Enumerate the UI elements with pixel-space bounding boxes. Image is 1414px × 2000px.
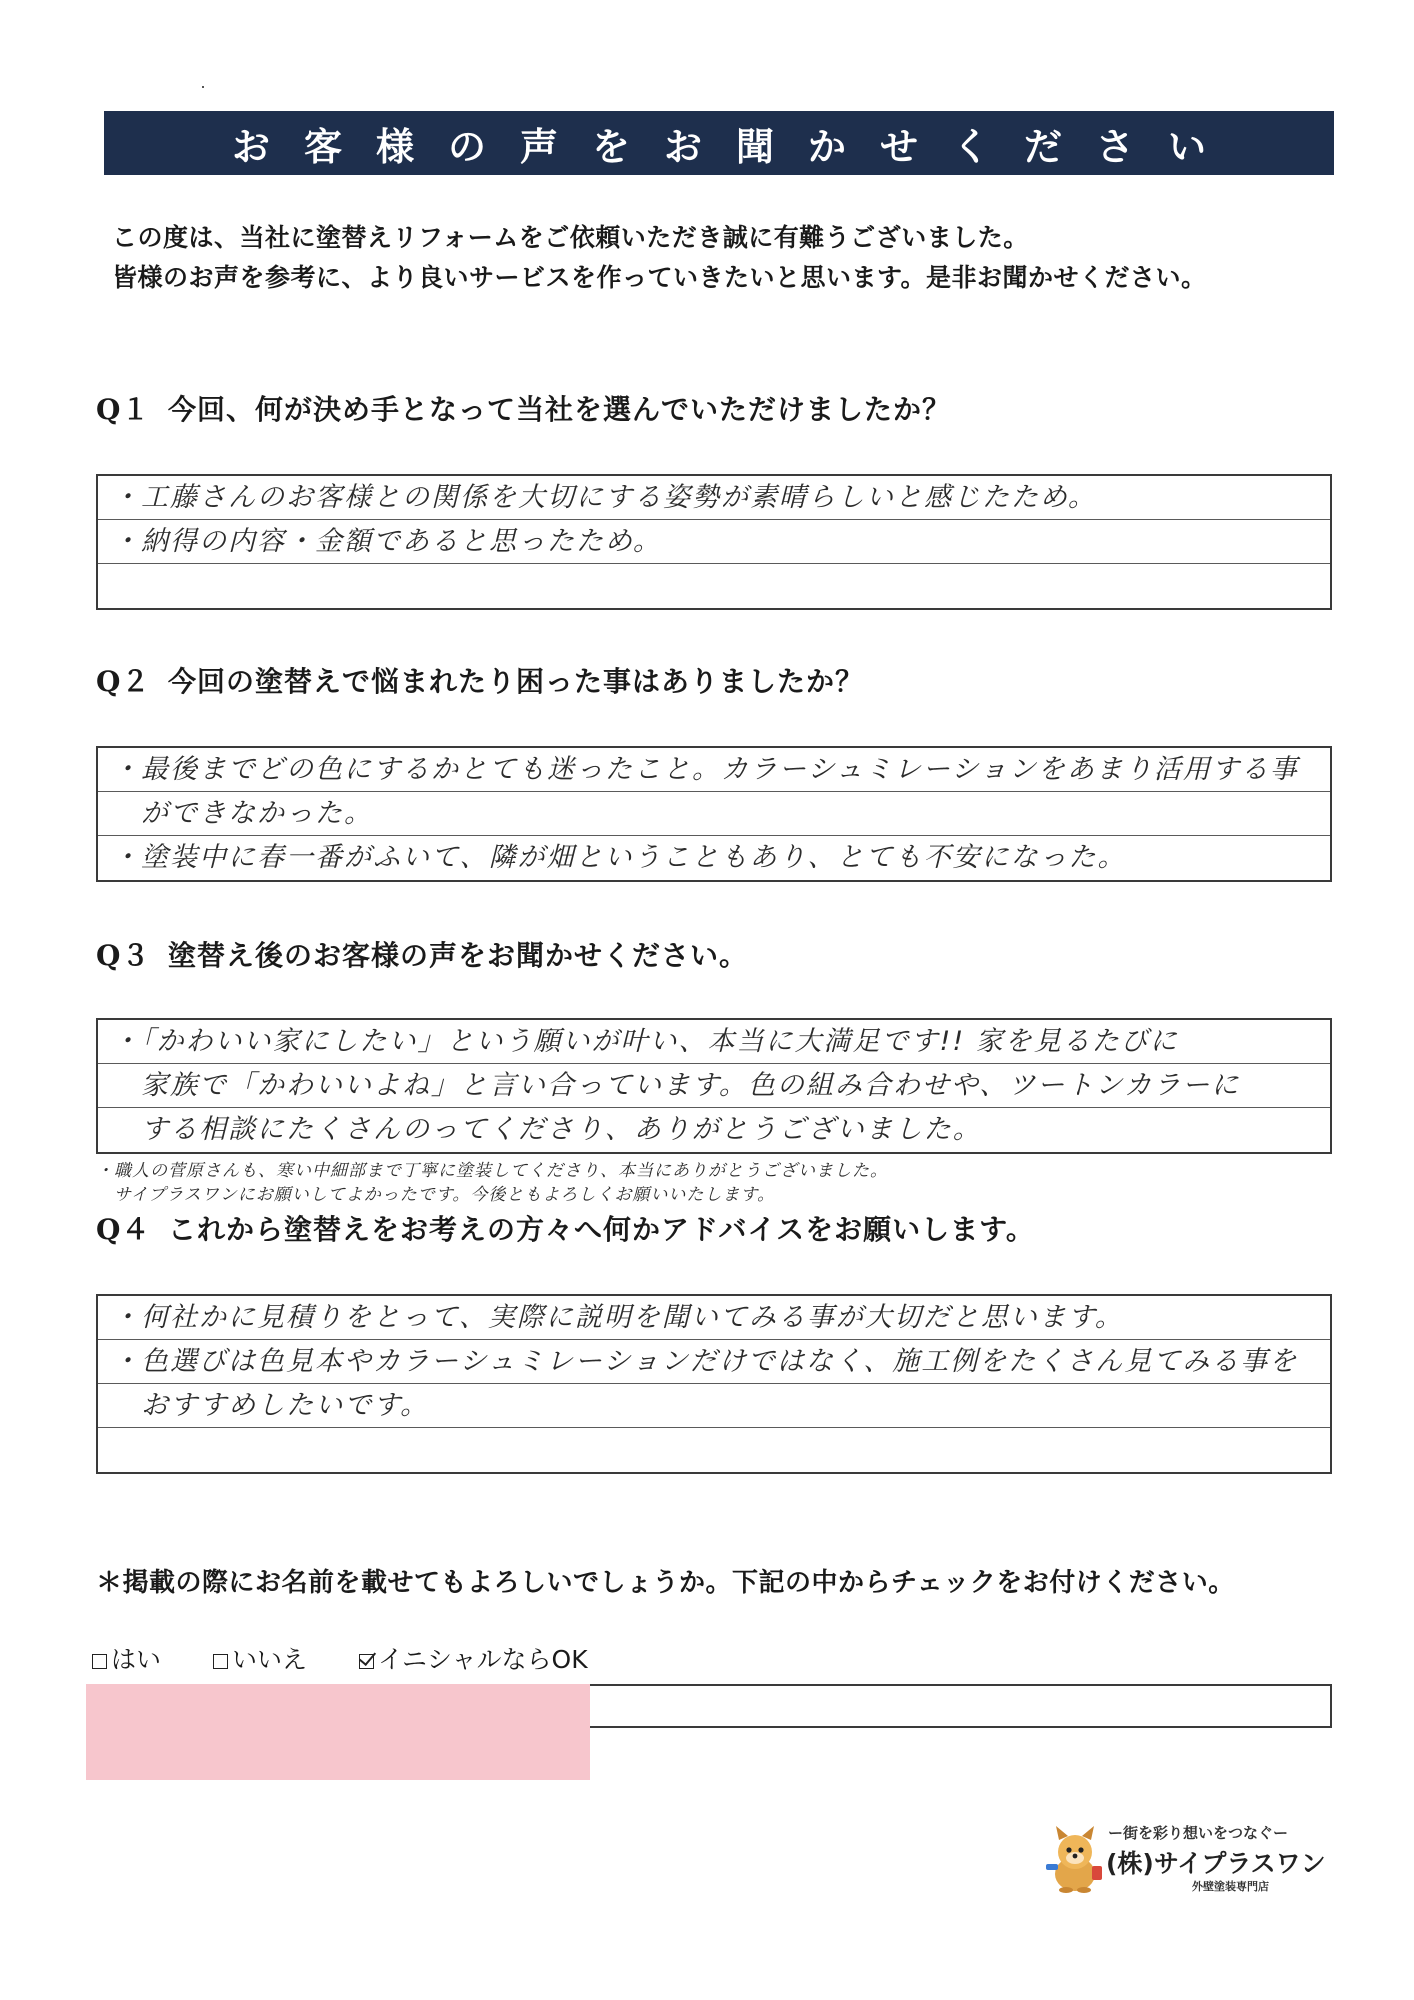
- answer-4-line-2: ・色選びは色見本やカラーシュミレーションだけではなく、施工例をたくさん見てみる事を: [98, 1340, 1330, 1384]
- option-initials-checkbox[interactable]: [359, 1654, 374, 1669]
- answer-box-4: [96, 1294, 1332, 1474]
- scan-speck: [202, 86, 204, 88]
- answer-1-line-3: [98, 564, 1330, 608]
- question-4: [96, 1208, 1035, 1248]
- answer-3-line-2: 家族で「かわいいよね」と言い合っています。色の組み合わせや、ツートンカラーに: [98, 1064, 1330, 1108]
- option-no-label: いいえ: [232, 1645, 308, 1674]
- answer-3-line-3: する相談にたくさんのってくださり、ありがとうございました。: [112, 1114, 982, 1145]
- question-4-number: Q４: [96, 1213, 151, 1246]
- answer-4-line-1: ・何社かに見積りをとって、実際に説明を聞いてみる事が大切だと思います。: [98, 1296, 1330, 1340]
- intro-line-2: 皆様のお声を参考に、より良いサービスを作っていきたいと思います。是非お聞かせください。: [112, 263, 1207, 292]
- answer-3-extra-line-2: サイプラスワンにお願いしてよかったです。今後ともよろしくお願いいたします。: [96, 1185, 776, 1205]
- company-logo: [1044, 1820, 1324, 1900]
- option-yes[interactable]: [92, 1640, 161, 1676]
- option-initials[interactable]: [359, 1640, 588, 1676]
- redaction-block: [86, 1684, 590, 1780]
- mascot-dog-icon: [1044, 1824, 1106, 1894]
- answer-4-line-3: おすすめしたいです。: [98, 1384, 1330, 1428]
- answer-3-line-1: ・「かわいい家にしたい」という願いが叶い、本当に大満足です!! 家を見るたびに: [98, 1020, 1330, 1064]
- page-title: お客様の声をお聞かせください: [231, 123, 1240, 169]
- question-1-text: 今回、何が決め手となって当社を選んでいただけましたか？: [168, 393, 952, 426]
- logo-company-name: (株)サイプラスワン: [1106, 1849, 1326, 1878]
- option-yes-checkbox[interactable]: [92, 1654, 107, 1669]
- name-consent-options: [92, 1640, 588, 1676]
- publish-note: ＊掲載の際にお名前を載せてもよろしいでしょうか。下記の中からチェックをお付けください。: [96, 1568, 1235, 1598]
- intro-line-1: この度は、当社に塗替えリフォームをご依頼いただき誠に有難うございました。: [112, 223, 1029, 252]
- question-2: [96, 660, 864, 700]
- question-1-number: Q１: [96, 393, 151, 426]
- question-3-number: Q３: [96, 939, 151, 972]
- answer-4-line-4: [98, 1428, 1330, 1472]
- answer-1-line-2: ・納得の内容・金額であると思ったため。: [98, 520, 1330, 564]
- answer-3-extra-line-1: ・職人の菅原さんも、寒い中細部まで丁寧に塗装してくださり、本当にありがとうございました。: [96, 1161, 888, 1181]
- logo-subtitle: 外壁塗装専門店: [1192, 1880, 1269, 1893]
- answer-2-line-3: ・塗装中に春一番がふいて、隣が畑ということもあり、とても不安になった。: [112, 842, 1127, 873]
- answer-box-3: [96, 1018, 1332, 1154]
- question-2-number: Q２: [96, 665, 151, 698]
- question-3-text: 塗替え後のお客様の声をお聞かせください。: [168, 939, 749, 972]
- page-title-banner: [104, 111, 1334, 175]
- question-4-text: これから塗替えをお考えの方々へ何かアドバイスをお願いします。: [168, 1213, 1035, 1246]
- option-yes-label: はい: [111, 1645, 162, 1674]
- question-3: [96, 934, 748, 974]
- option-no[interactable]: [213, 1640, 307, 1676]
- answer-1-line-1: ・工藤さんのお客様との関係を大切にする姿勢が素晴らしいと感じたため。: [98, 476, 1330, 520]
- logo-tagline: ー街を彩り想いをつなぐー: [1108, 1824, 1289, 1842]
- question-2-text: 今回の塗替えで悩まれたり困った事はありましたか？: [168, 665, 865, 698]
- question-1: [96, 388, 951, 428]
- answer-2-line-1: ・最後までどの色にするかとても迷ったこと。カラーシュミレーションをあまり活用する事: [98, 748, 1330, 792]
- option-no-checkbox[interactable]: [213, 1654, 228, 1669]
- answer-box-1: [96, 474, 1332, 610]
- option-initials-label: イニシャルならOK: [378, 1645, 588, 1674]
- answer-2-line-2: ができなかった。: [98, 792, 1330, 836]
- answer-box-2: [96, 746, 1332, 882]
